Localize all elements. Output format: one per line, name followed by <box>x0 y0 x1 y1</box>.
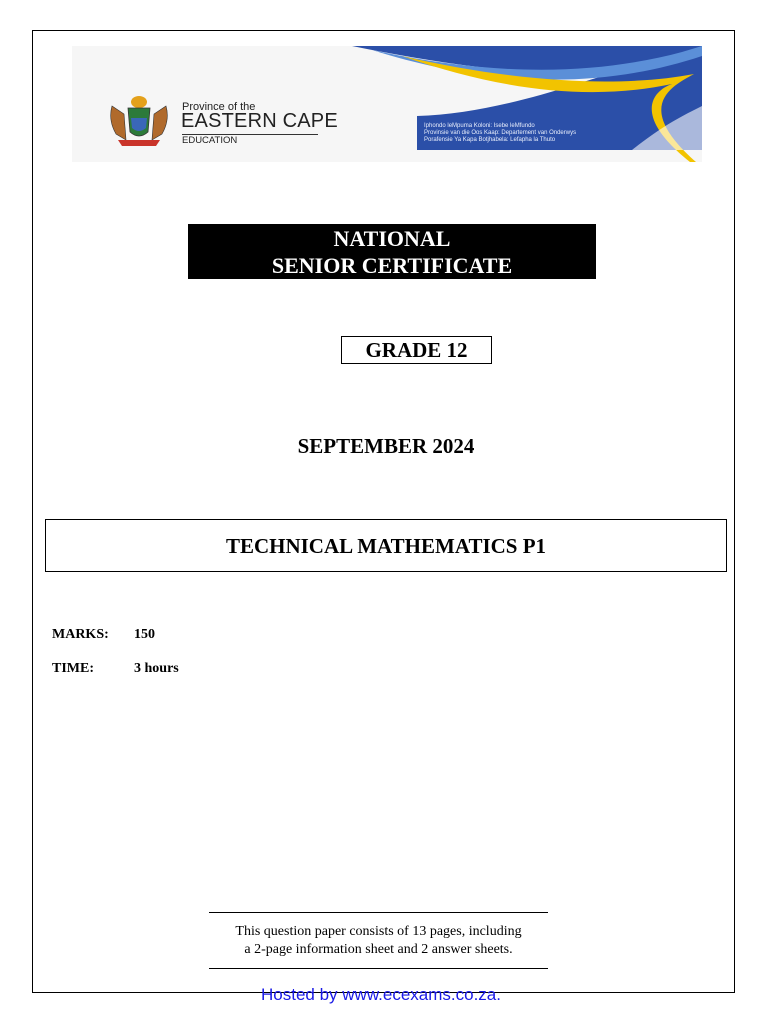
footer-bottom-rule <box>209 968 548 969</box>
header-banner <box>72 46 702 162</box>
page-count-line-1: This question paper consists of 13 pages, including <box>235 924 522 939</box>
title-line-1: NATIONAL <box>333 226 451 251</box>
province-prefix: Province of the <box>182 101 256 113</box>
banner-language-lines <box>424 123 624 144</box>
provincial-crest-icon <box>106 94 172 150</box>
grade-label: GRADE 12 <box>341 336 492 364</box>
marks-label: MARKS: <box>52 627 109 642</box>
exam-date: SEPTEMBER 2024 <box>297 434 475 458</box>
banner-line-sotho: Porafensie Ya Kapa Botjhabela: Lefapha la Thuto <box>424 137 556 143</box>
banner-line-afrikaans: Provinsie van die Oos Kaap: Departement van Onderwys <box>424 130 577 136</box>
hosted-by-link[interactable]: Hosted by www.ecexams.co.za. <box>261 985 501 1004</box>
footer-top-rule <box>209 912 548 913</box>
page-count-line-2: a 2-page information sheet and 2 answer sheets. <box>244 942 513 957</box>
certificate-title-block <box>188 224 596 279</box>
page-count-note <box>209 923 548 959</box>
province-name: EASTERN CAPE <box>181 110 338 132</box>
page-border <box>32 30 735 993</box>
department-name: EDUCATION <box>182 135 238 146</box>
marks-value: 150 <box>134 627 155 642</box>
time-label: TIME: <box>52 661 94 676</box>
banner-line-xhosa: Iphondo leMpuma Koloni: Isebe leMfundo <box>424 123 535 129</box>
time-value: 3 hours <box>134 661 179 676</box>
subject-title: TECHNICAL MATHEMATICS P1 <box>45 519 727 572</box>
title-line-2: SENIOR CERTIFICATE <box>271 253 513 278</box>
